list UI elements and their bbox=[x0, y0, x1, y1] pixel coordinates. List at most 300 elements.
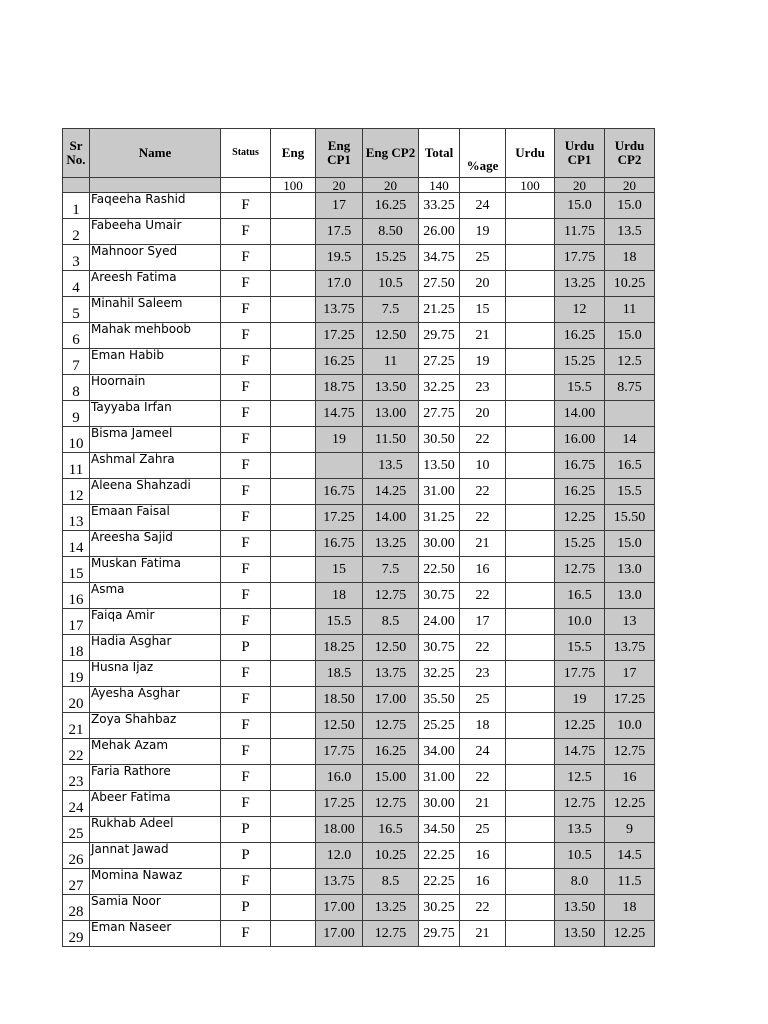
cell-total: 13.50 bbox=[419, 453, 460, 479]
cell-urdu-cp1: 13.25 bbox=[555, 271, 605, 297]
cell-eng bbox=[271, 661, 316, 687]
cell-percentage: 25 bbox=[460, 687, 506, 713]
cell-eng-cp1: 18.75 bbox=[316, 375, 363, 401]
cell-sr-no: 16 bbox=[63, 583, 90, 609]
cell-eng bbox=[271, 453, 316, 479]
cell-total: 30.00 bbox=[419, 531, 460, 557]
table-row bbox=[63, 505, 655, 531]
max-marks-urdu: 100 bbox=[506, 178, 555, 193]
table-row bbox=[63, 713, 655, 739]
table-row bbox=[63, 531, 655, 557]
cell-urdu-cp2: 13.0 bbox=[605, 557, 655, 583]
cell-urdu bbox=[506, 271, 555, 297]
cell-eng-cp1: 16.25 bbox=[316, 349, 363, 375]
cell-name: Tayyaba Irfan bbox=[90, 401, 221, 427]
cell-urdu bbox=[506, 583, 555, 609]
cell-urdu-cp1: 16.5 bbox=[555, 583, 605, 609]
max-marks-eng: 100 bbox=[271, 178, 316, 193]
cell-status: F bbox=[221, 323, 271, 349]
cell-total: 34.75 bbox=[419, 245, 460, 271]
cell-urdu bbox=[506, 297, 555, 323]
cell-eng-cp2: 10.5 bbox=[363, 271, 419, 297]
cell-urdu bbox=[506, 739, 555, 765]
cell-urdu-cp1: 16.25 bbox=[555, 479, 605, 505]
cell-urdu-cp1: 13.50 bbox=[555, 921, 605, 947]
col-header-sr-no: Sr No. bbox=[63, 129, 90, 178]
cell-eng bbox=[271, 557, 316, 583]
cell-urdu-cp1: 17.75 bbox=[555, 245, 605, 271]
col-header-name: Name bbox=[90, 129, 221, 178]
marks-table bbox=[62, 128, 655, 947]
cell-eng bbox=[271, 713, 316, 739]
table-row bbox=[63, 271, 655, 297]
cell-name: Ashmal Zahra bbox=[90, 453, 221, 479]
cell-percentage: 19 bbox=[460, 219, 506, 245]
max-marks-urdu-cp1: 20 bbox=[555, 178, 605, 193]
cell-urdu-cp2 bbox=[605, 401, 655, 427]
cell-urdu-cp2: 12.25 bbox=[605, 921, 655, 947]
cell-urdu-cp2: 12.25 bbox=[605, 791, 655, 817]
cell-total: 24.00 bbox=[419, 609, 460, 635]
cell-eng-cp1: 18.25 bbox=[316, 635, 363, 661]
table-row bbox=[63, 193, 655, 219]
cell-percentage: 21 bbox=[460, 323, 506, 349]
cell-percentage: 25 bbox=[460, 817, 506, 843]
cell-eng-cp2: 7.5 bbox=[363, 297, 419, 323]
max-marks-name bbox=[90, 178, 221, 193]
cell-eng-cp2: 8.50 bbox=[363, 219, 419, 245]
cell-status: F bbox=[221, 869, 271, 895]
cell-eng-cp1: 16.0 bbox=[316, 765, 363, 791]
cell-percentage: 23 bbox=[460, 661, 506, 687]
cell-status: F bbox=[221, 713, 271, 739]
cell-eng-cp1: 13.75 bbox=[316, 869, 363, 895]
cell-name: Momina Nawaz bbox=[90, 869, 221, 895]
cell-eng bbox=[271, 765, 316, 791]
cell-status: F bbox=[221, 193, 271, 219]
cell-urdu bbox=[506, 713, 555, 739]
cell-eng bbox=[271, 739, 316, 765]
cell-urdu bbox=[506, 843, 555, 869]
cell-urdu-cp1: 12.5 bbox=[555, 765, 605, 791]
table-row bbox=[63, 297, 655, 323]
cell-urdu-cp2: 15.0 bbox=[605, 531, 655, 557]
cell-eng-cp2: 13.25 bbox=[363, 895, 419, 921]
cell-urdu bbox=[506, 609, 555, 635]
cell-total: 33.25 bbox=[419, 193, 460, 219]
cell-urdu-cp1: 10.5 bbox=[555, 843, 605, 869]
cell-eng-cp2: 16.25 bbox=[363, 193, 419, 219]
cell-sr-no: 19 bbox=[63, 661, 90, 687]
cell-urdu-cp2: 10.0 bbox=[605, 713, 655, 739]
cell-eng-cp2: 10.25 bbox=[363, 843, 419, 869]
cell-urdu-cp2: 9 bbox=[605, 817, 655, 843]
max-marks-percentage bbox=[460, 178, 506, 193]
table-row bbox=[63, 661, 655, 687]
cell-status: P bbox=[221, 895, 271, 921]
table-row bbox=[63, 791, 655, 817]
col-header-status: Status bbox=[221, 129, 271, 178]
cell-urdu-cp2: 12.75 bbox=[605, 739, 655, 765]
cell-eng-cp1: 17.75 bbox=[316, 739, 363, 765]
cell-percentage: 22 bbox=[460, 583, 506, 609]
cell-percentage: 22 bbox=[460, 505, 506, 531]
cell-total: 29.75 bbox=[419, 921, 460, 947]
cell-urdu-cp1: 17.75 bbox=[555, 661, 605, 687]
cell-name: Hoornain bbox=[90, 375, 221, 401]
cell-eng bbox=[271, 583, 316, 609]
cell-eng bbox=[271, 609, 316, 635]
table-row bbox=[63, 453, 655, 479]
cell-status: F bbox=[221, 297, 271, 323]
cell-total: 26.00 bbox=[419, 219, 460, 245]
cell-name: Husna Ijaz bbox=[90, 661, 221, 687]
cell-eng-cp1: 17.25 bbox=[316, 791, 363, 817]
cell-sr-no: 1 bbox=[63, 193, 90, 219]
cell-percentage: 22 bbox=[460, 427, 506, 453]
cell-urdu-cp2: 15.0 bbox=[605, 323, 655, 349]
cell-eng bbox=[271, 635, 316, 661]
cell-status: F bbox=[221, 271, 271, 297]
cell-name: Eman Habib bbox=[90, 349, 221, 375]
cell-status: F bbox=[221, 219, 271, 245]
cell-percentage: 20 bbox=[460, 401, 506, 427]
col-header-eng-cp1: Eng CP1 bbox=[316, 129, 363, 178]
cell-name: Jannat Jawad bbox=[90, 843, 221, 869]
cell-eng bbox=[271, 479, 316, 505]
cell-total: 34.50 bbox=[419, 817, 460, 843]
cell-percentage: 16 bbox=[460, 843, 506, 869]
table-row bbox=[63, 739, 655, 765]
cell-eng-cp1: 18.50 bbox=[316, 687, 363, 713]
cell-urdu-cp1: 12 bbox=[555, 297, 605, 323]
cell-urdu-cp2: 11 bbox=[605, 297, 655, 323]
cell-urdu-cp2: 15.0 bbox=[605, 193, 655, 219]
cell-percentage: 21 bbox=[460, 791, 506, 817]
cell-eng bbox=[271, 791, 316, 817]
max-marks-total: 140 bbox=[419, 178, 460, 193]
cell-eng bbox=[271, 323, 316, 349]
cell-name: Areesha Sajid bbox=[90, 531, 221, 557]
cell-eng bbox=[271, 843, 316, 869]
cell-sr-no: 17 bbox=[63, 609, 90, 635]
cell-eng-cp1: 19 bbox=[316, 427, 363, 453]
cell-name: Emaan Faisal bbox=[90, 505, 221, 531]
cell-eng-cp2: 13.5 bbox=[363, 453, 419, 479]
cell-status: F bbox=[221, 505, 271, 531]
cell-sr-no: 7 bbox=[63, 349, 90, 375]
table-row bbox=[63, 765, 655, 791]
cell-urdu bbox=[506, 375, 555, 401]
cell-percentage: 19 bbox=[460, 349, 506, 375]
cell-urdu-cp2: 14.5 bbox=[605, 843, 655, 869]
cell-status: F bbox=[221, 609, 271, 635]
cell-eng-cp1: 12.50 bbox=[316, 713, 363, 739]
cell-urdu-cp1: 15.25 bbox=[555, 531, 605, 557]
cell-eng-cp2: 12.50 bbox=[363, 635, 419, 661]
cell-urdu-cp1: 12.75 bbox=[555, 557, 605, 583]
cell-percentage: 16 bbox=[460, 557, 506, 583]
table-row bbox=[63, 349, 655, 375]
cell-eng-cp2: 13.75 bbox=[363, 661, 419, 687]
cell-eng bbox=[271, 219, 316, 245]
cell-total: 25.25 bbox=[419, 713, 460, 739]
cell-total: 22.50 bbox=[419, 557, 460, 583]
cell-percentage: 23 bbox=[460, 375, 506, 401]
cell-eng-cp1: 17.00 bbox=[316, 921, 363, 947]
cell-percentage: 18 bbox=[460, 713, 506, 739]
cell-eng-cp2: 12.75 bbox=[363, 713, 419, 739]
cell-sr-no: 10 bbox=[63, 427, 90, 453]
cell-name: Aleena Shahzadi bbox=[90, 479, 221, 505]
cell-eng-cp2: 15.25 bbox=[363, 245, 419, 271]
cell-eng-cp2: 12.75 bbox=[363, 791, 419, 817]
cell-sr-no: 21 bbox=[63, 713, 90, 739]
cell-eng-cp1: 15.5 bbox=[316, 609, 363, 635]
cell-urdu-cp1: 8.0 bbox=[555, 869, 605, 895]
cell-eng bbox=[271, 505, 316, 531]
cell-urdu-cp1: 16.25 bbox=[555, 323, 605, 349]
cell-urdu-cp1: 13.50 bbox=[555, 895, 605, 921]
cell-status: F bbox=[221, 453, 271, 479]
cell-percentage: 22 bbox=[460, 895, 506, 921]
cell-urdu bbox=[506, 817, 555, 843]
cell-eng-cp1 bbox=[316, 453, 363, 479]
table-row bbox=[63, 843, 655, 869]
cell-eng-cp2: 12.75 bbox=[363, 921, 419, 947]
cell-name: Eman Naseer bbox=[90, 921, 221, 947]
table-row bbox=[63, 895, 655, 921]
table-row bbox=[63, 479, 655, 505]
cell-status: F bbox=[221, 479, 271, 505]
cell-total: 21.25 bbox=[419, 297, 460, 323]
cell-urdu-cp1: 11.75 bbox=[555, 219, 605, 245]
cell-name: Areesh Fatima bbox=[90, 271, 221, 297]
cell-urdu bbox=[506, 479, 555, 505]
cell-urdu bbox=[506, 661, 555, 687]
cell-urdu-cp2: 10.25 bbox=[605, 271, 655, 297]
cell-percentage: 15 bbox=[460, 297, 506, 323]
cell-total: 35.50 bbox=[419, 687, 460, 713]
header-row bbox=[63, 129, 655, 178]
cell-urdu-cp1: 10.0 bbox=[555, 609, 605, 635]
cell-urdu-cp2: 13.75 bbox=[605, 635, 655, 661]
cell-percentage: 22 bbox=[460, 479, 506, 505]
cell-urdu bbox=[506, 687, 555, 713]
cell-eng-cp1: 18.5 bbox=[316, 661, 363, 687]
cell-name: Bisma Jameel bbox=[90, 427, 221, 453]
cell-status: P bbox=[221, 817, 271, 843]
table-row bbox=[63, 375, 655, 401]
cell-eng-cp2: 11 bbox=[363, 349, 419, 375]
table-row bbox=[63, 245, 655, 271]
cell-urdu bbox=[506, 531, 555, 557]
cell-total: 30.25 bbox=[419, 895, 460, 921]
cell-urdu-cp2: 18 bbox=[605, 895, 655, 921]
cell-percentage: 10 bbox=[460, 453, 506, 479]
cell-eng-cp1: 17.5 bbox=[316, 219, 363, 245]
cell-status: F bbox=[221, 765, 271, 791]
cell-eng-cp1: 16.75 bbox=[316, 479, 363, 505]
cell-total: 27.50 bbox=[419, 271, 460, 297]
cell-status: F bbox=[221, 557, 271, 583]
cell-sr-no: 28 bbox=[63, 895, 90, 921]
cell-eng bbox=[271, 193, 316, 219]
cell-sr-no: 29 bbox=[63, 921, 90, 947]
cell-eng-cp1: 14.75 bbox=[316, 401, 363, 427]
cell-total: 34.00 bbox=[419, 739, 460, 765]
cell-status: P bbox=[221, 843, 271, 869]
cell-percentage: 17 bbox=[460, 609, 506, 635]
cell-name: Asma bbox=[90, 583, 221, 609]
cell-total: 31.00 bbox=[419, 765, 460, 791]
cell-status: F bbox=[221, 349, 271, 375]
cell-total: 30.00 bbox=[419, 791, 460, 817]
cell-urdu-cp1: 19 bbox=[555, 687, 605, 713]
cell-percentage: 22 bbox=[460, 635, 506, 661]
cell-sr-no: 25 bbox=[63, 817, 90, 843]
cell-eng-cp1: 15 bbox=[316, 557, 363, 583]
cell-total: 30.50 bbox=[419, 427, 460, 453]
cell-total: 30.75 bbox=[419, 635, 460, 661]
cell-name: Fabeeha Umair bbox=[90, 219, 221, 245]
cell-name: Ayesha Asghar bbox=[90, 687, 221, 713]
cell-sr-no: 3 bbox=[63, 245, 90, 271]
cell-total: 22.25 bbox=[419, 869, 460, 895]
cell-total: 27.75 bbox=[419, 401, 460, 427]
cell-eng-cp2: 13.00 bbox=[363, 401, 419, 427]
cell-name: Hadia Asghar bbox=[90, 635, 221, 661]
cell-status: F bbox=[221, 739, 271, 765]
cell-eng-cp2: 8.5 bbox=[363, 869, 419, 895]
cell-urdu bbox=[506, 193, 555, 219]
cell-eng-cp1: 16.75 bbox=[316, 531, 363, 557]
cell-urdu-cp2: 13.5 bbox=[605, 219, 655, 245]
cell-name: Rukhab Adeel bbox=[90, 817, 221, 843]
cell-urdu bbox=[506, 505, 555, 531]
cell-eng bbox=[271, 427, 316, 453]
cell-status: P bbox=[221, 635, 271, 661]
cell-total: 30.75 bbox=[419, 583, 460, 609]
table-row bbox=[63, 323, 655, 349]
cell-urdu bbox=[506, 349, 555, 375]
cell-eng-cp1: 17.25 bbox=[316, 323, 363, 349]
cell-eng-cp2: 7.5 bbox=[363, 557, 419, 583]
cell-sr-no: 26 bbox=[63, 843, 90, 869]
cell-eng bbox=[271, 921, 316, 947]
cell-eng-cp1: 19.5 bbox=[316, 245, 363, 271]
cell-urdu-cp1: 16.00 bbox=[555, 427, 605, 453]
cell-name: Mahak mehboob bbox=[90, 323, 221, 349]
col-header-urdu-cp2: Urdu CP2 bbox=[605, 129, 655, 178]
cell-eng bbox=[271, 531, 316, 557]
table-row bbox=[63, 817, 655, 843]
cell-eng bbox=[271, 895, 316, 921]
cell-eng-cp2: 13.25 bbox=[363, 531, 419, 557]
cell-sr-no: 5 bbox=[63, 297, 90, 323]
col-header-urdu: Urdu bbox=[506, 129, 555, 178]
cell-urdu-cp2: 15.50 bbox=[605, 505, 655, 531]
cell-status: F bbox=[221, 531, 271, 557]
cell-sr-no: 11 bbox=[63, 453, 90, 479]
cell-urdu bbox=[506, 453, 555, 479]
cell-urdu-cp2: 17 bbox=[605, 661, 655, 687]
cell-percentage: 25 bbox=[460, 245, 506, 271]
cell-eng bbox=[271, 401, 316, 427]
cell-urdu bbox=[506, 921, 555, 947]
cell-urdu bbox=[506, 427, 555, 453]
cell-total: 31.25 bbox=[419, 505, 460, 531]
student-rows bbox=[63, 193, 655, 947]
cell-urdu bbox=[506, 557, 555, 583]
table-row bbox=[63, 869, 655, 895]
cell-eng bbox=[271, 245, 316, 271]
cell-eng-cp2: 16.25 bbox=[363, 739, 419, 765]
cell-sr-no: 15 bbox=[63, 557, 90, 583]
cell-status: F bbox=[221, 401, 271, 427]
cell-urdu-cp2: 18 bbox=[605, 245, 655, 271]
cell-sr-no: 13 bbox=[63, 505, 90, 531]
cell-eng bbox=[271, 271, 316, 297]
cell-eng-cp1: 18.00 bbox=[316, 817, 363, 843]
cell-eng-cp1: 17.00 bbox=[316, 895, 363, 921]
cell-name: Faiqa Amir bbox=[90, 609, 221, 635]
cell-sr-no: 27 bbox=[63, 869, 90, 895]
cell-status: F bbox=[221, 687, 271, 713]
cell-sr-no: 22 bbox=[63, 739, 90, 765]
col-header-eng: Eng bbox=[271, 129, 316, 178]
cell-urdu-cp2: 16.5 bbox=[605, 453, 655, 479]
cell-total: 31.00 bbox=[419, 479, 460, 505]
max-marks-eng-cp1: 20 bbox=[316, 178, 363, 193]
cell-urdu-cp2: 15.5 bbox=[605, 479, 655, 505]
cell-eng-cp2: 15.00 bbox=[363, 765, 419, 791]
col-header-total: Total bbox=[419, 129, 460, 178]
col-header-urdu-cp1: Urdu CP1 bbox=[555, 129, 605, 178]
cell-urdu-cp2: 16 bbox=[605, 765, 655, 791]
cell-urdu-cp1: 15.0 bbox=[555, 193, 605, 219]
cell-urdu-cp1: 15.5 bbox=[555, 375, 605, 401]
cell-urdu-cp2: 11.5 bbox=[605, 869, 655, 895]
cell-urdu bbox=[506, 869, 555, 895]
cell-urdu bbox=[506, 219, 555, 245]
table-row bbox=[63, 687, 655, 713]
cell-urdu-cp2: 8.75 bbox=[605, 375, 655, 401]
cell-urdu-cp2: 12.5 bbox=[605, 349, 655, 375]
max-marks-row bbox=[63, 178, 655, 193]
cell-eng-cp1: 12.0 bbox=[316, 843, 363, 869]
cell-urdu bbox=[506, 245, 555, 271]
cell-percentage: 16 bbox=[460, 869, 506, 895]
cell-urdu-cp2: 14 bbox=[605, 427, 655, 453]
cell-percentage: 20 bbox=[460, 271, 506, 297]
cell-total: 32.25 bbox=[419, 661, 460, 687]
cell-total: 29.75 bbox=[419, 323, 460, 349]
cell-sr-no: 8 bbox=[63, 375, 90, 401]
table-row bbox=[63, 583, 655, 609]
cell-eng-cp1: 17.25 bbox=[316, 505, 363, 531]
cell-eng-cp1: 17 bbox=[316, 193, 363, 219]
cell-sr-no: 20 bbox=[63, 687, 90, 713]
cell-percentage: 21 bbox=[460, 921, 506, 947]
cell-urdu-cp1: 14.00 bbox=[555, 401, 605, 427]
cell-urdu bbox=[506, 791, 555, 817]
cell-urdu bbox=[506, 323, 555, 349]
cell-urdu-cp1: 12.25 bbox=[555, 505, 605, 531]
cell-eng-cp1: 13.75 bbox=[316, 297, 363, 323]
cell-name: Mehak Azam bbox=[90, 739, 221, 765]
cell-percentage: 24 bbox=[460, 739, 506, 765]
